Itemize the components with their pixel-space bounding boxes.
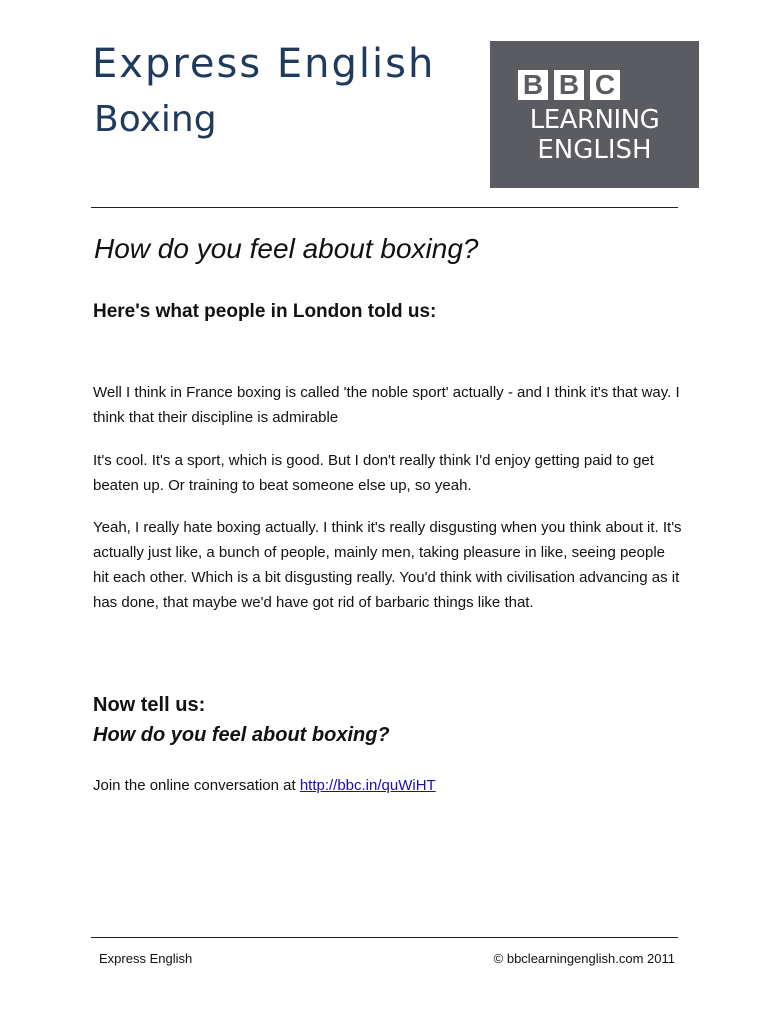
call-to-action-heading: Now tell us:	[93, 694, 206, 716]
call-to-action-question: How do you feel about boxing?	[93, 724, 390, 746]
header-subtitle: Boxing	[94, 99, 217, 140]
logo-text-english: ENGLISH	[537, 135, 652, 165]
header-title: Express English	[92, 41, 436, 87]
response-paragraph-3: Yeah, I really hate boxing actually. I think it's really disgusting when you think about it. It's actually just like, a bunch of people, mainly men, taking pleasure in like, seeing people hit each other. Which is a bit disgusting really. You'd think with civilisation advancing as it has done, that maybe we'd have got rid of barbaric things like that.	[93, 519, 682, 611]
logo-letter-b2: B	[554, 70, 584, 100]
join-text: Join the online conversation at	[93, 777, 300, 794]
bbc-letter-blocks	[518, 70, 620, 100]
logo-text-learning: LEARNING	[529, 105, 660, 135]
header-divider	[91, 207, 678, 208]
conversation-link[interactable]: http://bbc.in/quWiHT	[299, 777, 436, 794]
logo-letter-b1: B	[518, 70, 548, 100]
bbc-learning-english-logo	[490, 41, 699, 188]
page-question: How do you feel about boxing?	[94, 233, 479, 264]
response-paragraph-2: It's cool. It's a sport, which is good. But I don't really think I'd enjoy getting paid to get beaten up. Or training to beat someone else up, so yeah.	[93, 452, 654, 494]
section-subheading: Here's what people in London told us:	[93, 301, 437, 322]
footer-divider	[91, 937, 678, 938]
footer-copyright: © bbclearningenglish.com 2011	[493, 951, 675, 966]
logo-letter-c: C	[590, 70, 620, 100]
response-paragraph-1: Well I think in France boxing is called 'the noble sport' actually - and I think it's that way. I think that their discipline is admirable	[93, 384, 680, 426]
footer-left-text: Express English	[99, 951, 193, 966]
join-conversation-line	[93, 777, 436, 794]
